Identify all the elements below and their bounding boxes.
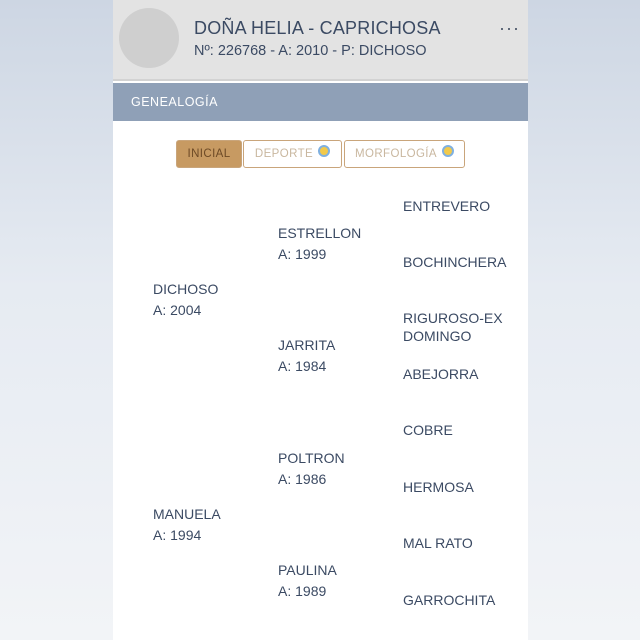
sire-year: A: 2004 <box>153 302 202 318</box>
pedigree-leaf-2[interactable]: BOCHINCHERA <box>403 254 507 270</box>
sire-sire-name: ESTRELLON <box>278 225 362 241</box>
horse-title: DOÑA HELIA - CAPRICHOSA <box>194 18 441 38</box>
tab-morfologia[interactable] <box>344 140 465 168</box>
tab-bar <box>113 140 528 170</box>
section-header <box>113 83 528 121</box>
pedigree-leaf-5[interactable]: COBRE <box>403 422 453 438</box>
dam-dam-name: PAULINA <box>278 562 337 578</box>
pedigree-sire-dam[interactable] <box>278 335 335 377</box>
sire-name: DICHOSO <box>153 281 219 297</box>
pedigree-leaf-1[interactable]: ENTREVERO <box>403 198 491 214</box>
pedigree-leaf-3[interactable]: RIGUROSO-EX DOMINGO <box>403 310 503 344</box>
pedigree-dam-sire[interactable] <box>278 448 345 490</box>
tab-label: DEPORTE <box>254 148 314 160</box>
pedigree-dam-dam[interactable] <box>278 560 337 602</box>
sire-sire-year: A: 1999 <box>278 246 327 262</box>
pedigree-dam[interactable] <box>153 504 221 546</box>
dam-dam-year: A: 1989 <box>278 583 327 599</box>
section-title: GENEALOGÍA <box>131 95 218 109</box>
tab-label: INICIAL <box>187 148 231 160</box>
sire-dam-name: JARRITA <box>278 337 336 353</box>
medal-icon <box>442 145 454 157</box>
dam-year: A: 1994 <box>153 527 202 543</box>
more-options-icon[interactable]: ··· <box>499 18 520 38</box>
pedigree-leaf-8[interactable]: GARROCHITA <box>403 592 496 608</box>
horse-header <box>113 0 528 81</box>
horse-subtitle: Nº: 226768 - A: 2010 - P: DICHOSO <box>194 43 427 59</box>
app-screen <box>113 0 528 640</box>
tab-deporte[interactable] <box>243 140 342 168</box>
dam-sire-year: A: 1986 <box>278 471 327 487</box>
avatar <box>119 8 179 68</box>
sire-dam-year: A: 1984 <box>278 358 327 374</box>
medal-icon <box>318 145 330 157</box>
pedigree-leaf-6[interactable]: HERMOSA <box>403 479 474 495</box>
pedigree-leaf-4[interactable]: ABEJORRA <box>403 366 479 382</box>
dam-sire-name: POLTRON <box>278 450 345 466</box>
tab-label: MORFOLOGÍA <box>355 148 437 160</box>
pedigree-leaf-7[interactable]: MAL RATO <box>403 535 473 551</box>
tab-inicial[interactable] <box>176 140 242 168</box>
dam-name: MANUELA <box>153 506 221 522</box>
pedigree-sire-sire[interactable] <box>278 223 361 265</box>
pedigree-sire[interactable] <box>153 279 218 321</box>
